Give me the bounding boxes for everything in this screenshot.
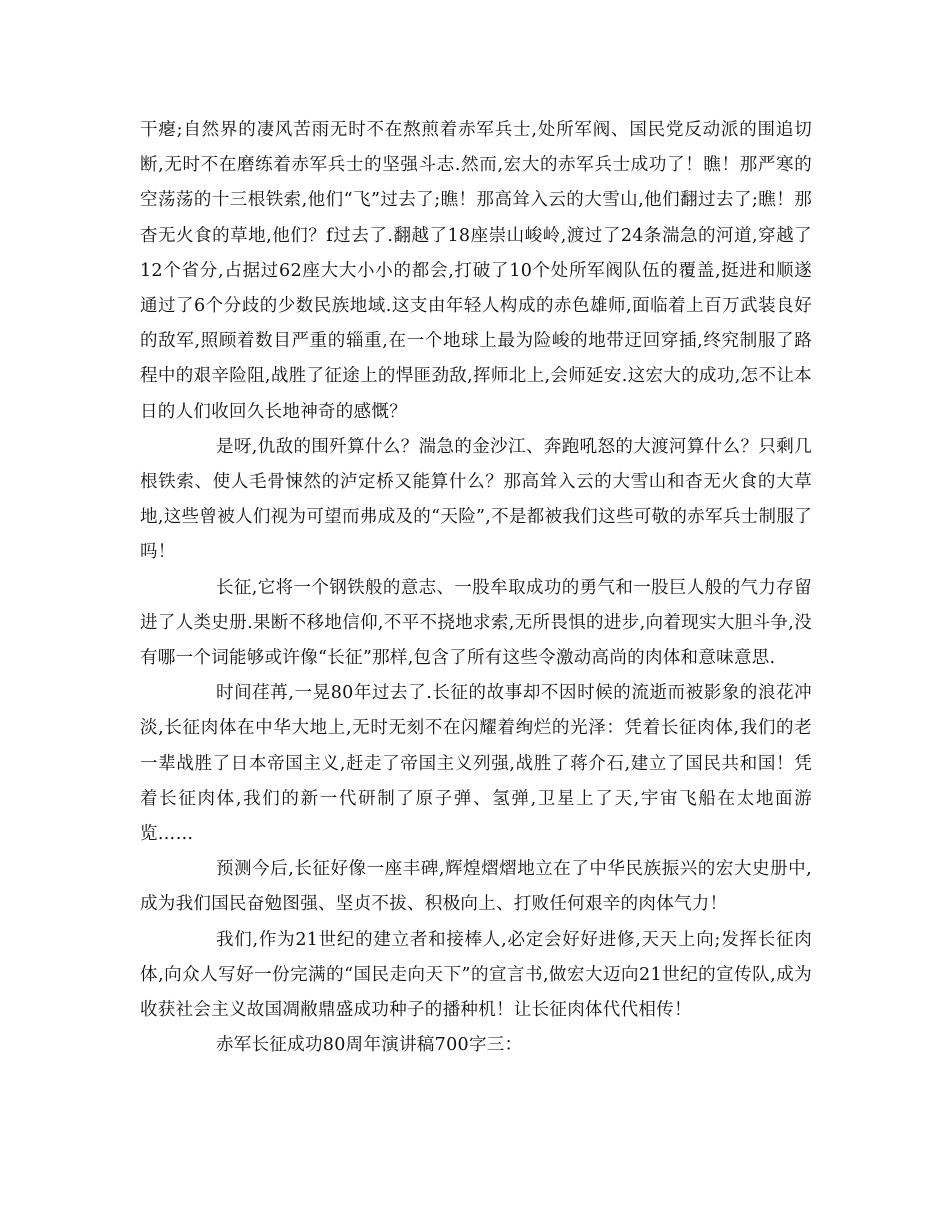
document-body xyxy=(140,113,812,1063)
paragraph-21st-century: 我们,作为21世纪的建立者和接棒人,必定会好好进修,天天上向;发挥长征肉体,向众人写好一份完满的“国民走向天下”的宣言书,做宏大迈向21世纪的宣传队,成为收获社会主义故国凋敝鼎盛成功种子的播种机！让长征肉体代代相传！ xyxy=(140,929,812,1021)
paragraph-monument: 预测今后,长征好像一座丰碑,辉煌熠熠地立在了中华民族振兴的宏大史册中,成为我们国民奋勉图强、坚贞不拔、积极向上、打败任何艰辛的肉体气力！ xyxy=(140,859,812,915)
paragraph-long-march-spirit: 长征,它将一个钢铁般的意志、一股牟取成功的勇气和一股巨人般的气力存留进了人类史册.果断不移地信仰,不平不挠地求索,无所畏惧的进步,向着现实大胆斗争,没有哪一个词能够或许像“长征”那样,包含了所有这些令激动高尚的肉体和意味意思. xyxy=(140,577,812,669)
section-heading-speech-three: 赤军长征成功80周年演讲稿700字三： xyxy=(216,1035,523,1056)
paragraph-continuation: 干瘪;自然界的凄风苦雨无时不在熬煎着赤军兵士,处所军阀、国民党反动派的围追切断,无时不在磨练着赤军兵士的坚强斗志.然而,宏大的赤军兵士成功了！瞧！那严寒的空荡荡的十三根铁索,他们“飞”过去了;瞧！那高耸入云的大雪山,他们翻过去了;瞧！那杳无火食的草地,他们？f过去了.翻越了18座崇山峻岭,渡过了24条湍急的河道,穿越了12个省分,占据过62座大大小小的都会,打破了10个处所军阀队伍的覆盖,挺进和顺遂通过了6个分歧的少数民族地域.这支由年轻人构成的赤色雄师,面临着上百万武装良好的敌军,照顾着数目严重的辎重,在一个地球上最为险峻的地带迂回穿插,终究制服了路程中的艰辛险阻,战胜了征途上的悍匪劲敌,挥师北上,会师延安.这宏大的成功,怎不让本日的人们收回久长地神奇的感慨？ xyxy=(140,120,812,422)
paragraph-enemy-encirclement: 是呀,仇敌的围歼算什么？湍急的金沙江、奔跑吼怒的大渡河算什么？只剩几根铁索、使人毛骨悚然的泸定桥又能算什么？那高耸入云的大雪山和杳无火食的大草地,这些曾被人们视为可望而弗成及的“天险”,不是都被我们这些可敬的赤军兵士制服了吗！ xyxy=(140,436,812,563)
paragraph-eighty-years: 时间荏苒,一晃80年过去了.长征的故事却不因时候的流逝而被影象的浪花冲淡,长征肉体在中华大地上,无时无刻不在闪耀着绚烂的光泽：凭着长征肉体,我们的老一辈战胜了日本帝国主义,赶走了帝国主义列强,战胜了蒋介石,建立了国民共和国！凭着长征肉体,我们的新一代研制了原子弹、氢弹,卫星上了天,宇宙飞船在太地面游览…… xyxy=(140,683,812,845)
